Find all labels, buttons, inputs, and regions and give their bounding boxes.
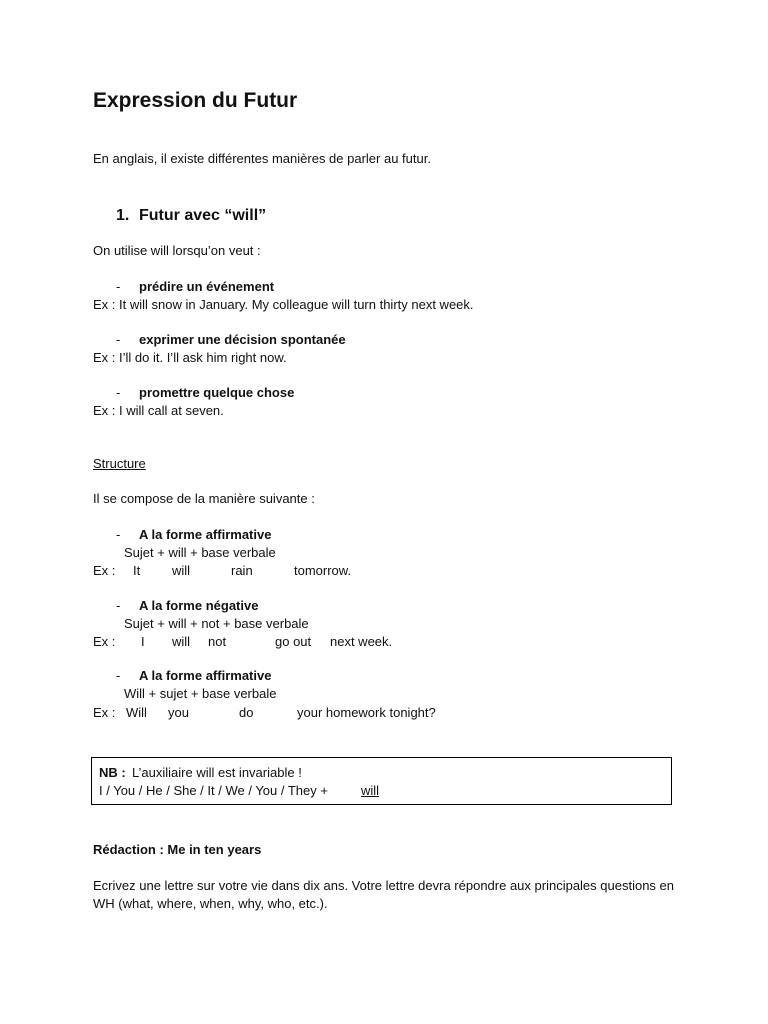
bullet: - — [116, 668, 121, 683]
example-word: go out — [275, 634, 312, 649]
bullet: - — [116, 598, 121, 613]
example-word: will — [172, 563, 191, 578]
page-title: Expression du Futur — [93, 89, 298, 112]
use-example: Ex : I will call at seven. — [93, 403, 224, 418]
note-pronouns: I / You / He / She / It / We / You / They + — [99, 783, 328, 798]
example-word: your homework tonight? — [297, 705, 436, 720]
section1-lead: On utilise will lorsqu’on veut : — [93, 243, 261, 258]
structure-heading: Structure — [93, 456, 146, 471]
example-word: tomorrow. — [294, 563, 352, 578]
use-example: Ex : It will snow in January. My colleague will turn thirty next week. — [93, 297, 474, 312]
form-label: A la forme affirmative — [139, 527, 272, 542]
section1-number: 1. — [116, 207, 130, 224]
example-word: will — [172, 634, 191, 649]
intro-text: En anglais, il existe différentes manières de parler au futur. — [93, 151, 431, 166]
note-text: L’auxiliaire will est invariable ! — [132, 765, 302, 780]
example-word: Will — [126, 705, 147, 720]
note-label: NB : — [99, 765, 126, 780]
example-word: do — [239, 705, 254, 720]
structure-lead: Il se compose de la manière suivante : — [93, 491, 315, 506]
example-word: not — [208, 634, 227, 649]
example-word: next week. — [330, 634, 393, 649]
example-prefix: Ex : — [93, 563, 116, 578]
bullet: - — [116, 385, 121, 400]
example-word: you — [168, 705, 189, 720]
section1-heading: Futur avec “will” — [139, 207, 267, 224]
redaction-body: Ecrivez une lettre sur votre vie dans dix ans. Votre lettre devra répondre aux principales questions en WH (what, where, when, why, who, etc.). — [93, 878, 674, 911]
example-prefix: Ex : — [93, 705, 116, 720]
use-label: promettre quelque chose — [139, 385, 295, 400]
example-word: I — [141, 634, 145, 649]
bullet: - — [116, 527, 121, 542]
example-word: It — [133, 563, 141, 578]
form-pattern: Sujet + will + base verbale — [124, 545, 276, 560]
use-label: prédire un événement — [139, 279, 275, 294]
form-label: A la forme négative — [139, 598, 259, 613]
form-pattern: Sujet + will + not + base verbale — [124, 616, 309, 631]
form-pattern: Will + sujet + base verbale — [124, 686, 277, 701]
redaction-heading: Rédaction : Me in ten years — [93, 842, 262, 857]
use-label: exprimer une décision spontanée — [139, 332, 346, 347]
bullet: - — [116, 279, 121, 294]
form-label: A la forme affirmative — [139, 668, 272, 683]
note-will: will — [361, 783, 380, 798]
use-example: Ex : I’ll do it. I’ll ask him right now. — [93, 350, 287, 365]
bullet: - — [116, 332, 121, 347]
example-word: rain — [231, 563, 253, 578]
example-prefix: Ex : — [93, 634, 116, 649]
